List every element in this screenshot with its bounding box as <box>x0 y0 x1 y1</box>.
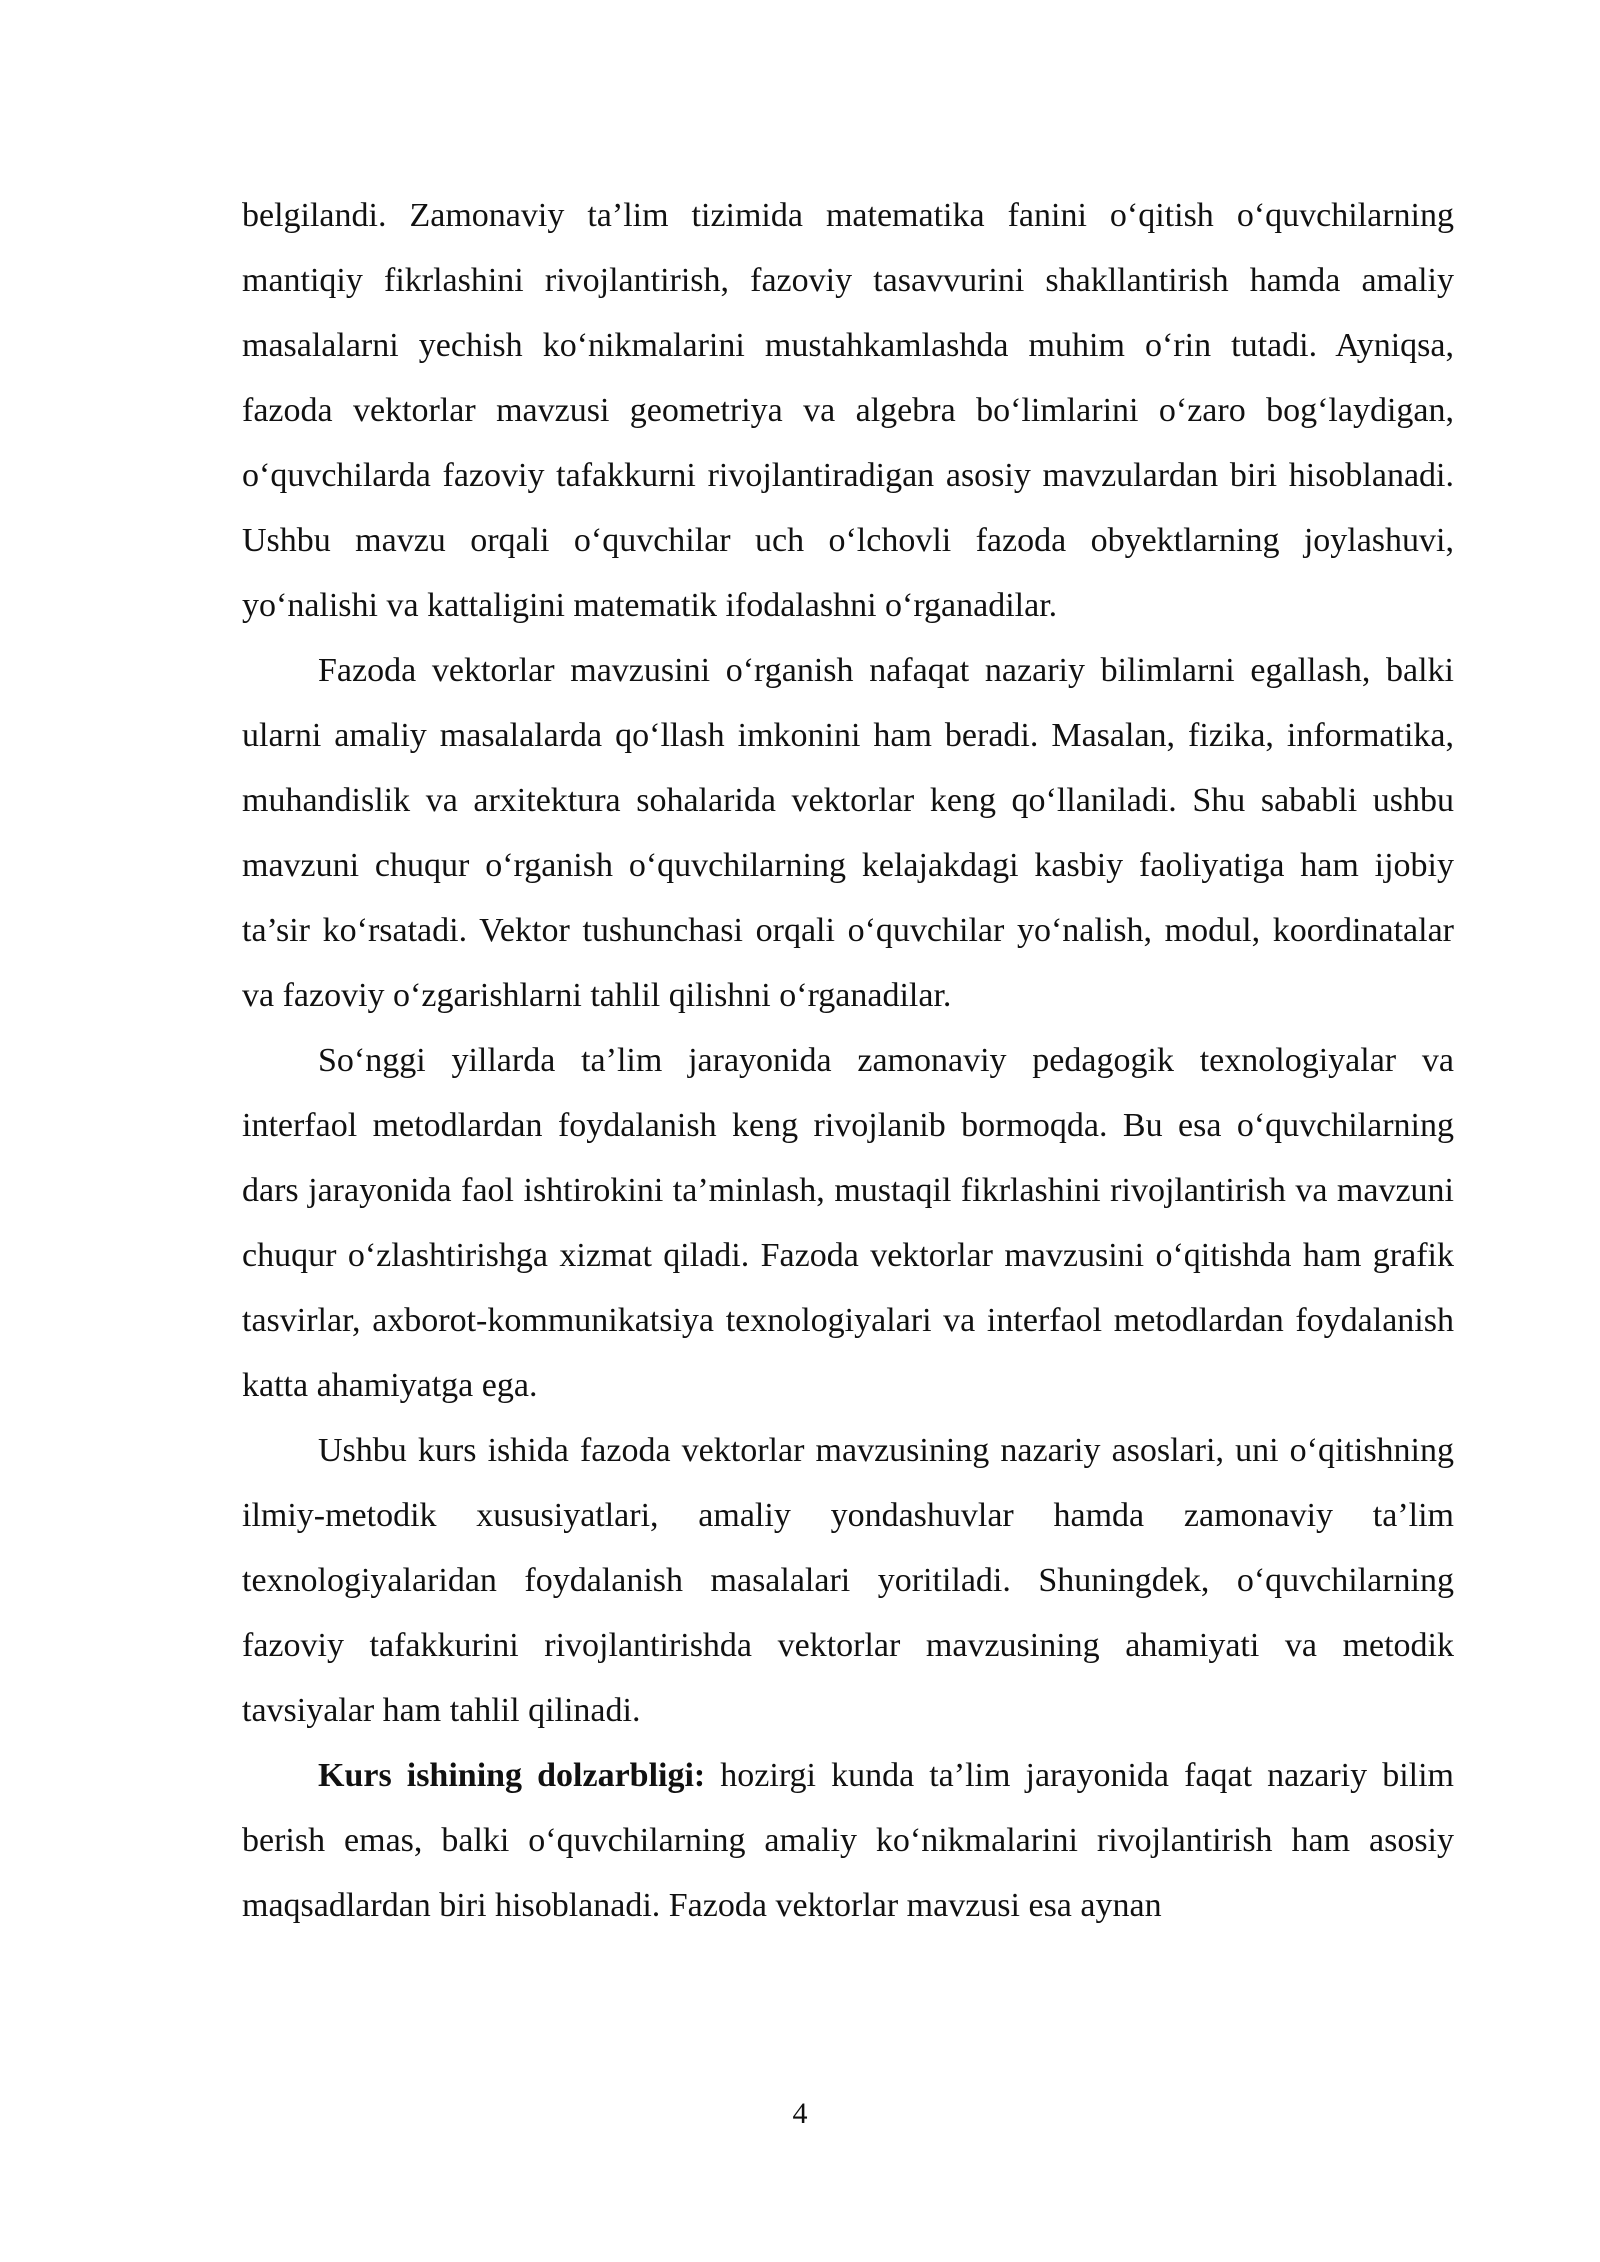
paragraph-text: Ushbu kurs ishida fazoda vektorlar mavzusining nazariy asoslari, uni o‘qitishning ilmiy-metodik xususiyatlari, amaliy yondashuvlar hamda zamonaviy ta’lim texnologiyalaridan foydalanish masalalari yoritiladi. Shuningdek, o‘quvchilarning fazoviy tafakkurini rivojlantirishda vektorlar mavzusining ahamiyati va metodik tavsiyalar ham tahlil qilinadi. <box>242 1432 1454 1729</box>
paragraph <box>242 638 1454 1028</box>
paragraph-text: Fazoda vektorlar mavzusini o‘rganish nafaqat nazariy bilimlarni egallash, balki ularni amaliy masalalarda qo‘llash imkonini ham beradi. Masalan, fizika, informatika, muhandislik va arxitektura sohalarida vektorlar keng qo‘llaniladi. Shu sababli ushbu mavzuni chuqur o‘rganish o‘quvchilarning kelajakdagi kasbiy faoliyatiga ham ijobiy ta’sir ko‘rsatadi. Vektor tushunchasi orqali o‘quvchilar yo‘nalish, modul, koordinatalar va fazoviy o‘zgarishlarni tahlil qilishni o‘rganadilar. <box>242 652 1454 1014</box>
body-text <box>242 183 1454 1938</box>
paragraph-text: belgilandi. Zamonaviy ta’lim tizimida matematika fanini o‘qitish o‘quvchilarning mantiqiy fikrlashini rivojlantirish, fazoviy tasavvurini shakllantirish hamda amaliy masalalarni yechish ko‘nikmalarini mustahkamlashda muhim o‘rin tutadi. Ayniqsa, fazoda vektorlar mavzusi geometriya va algebra bo‘limlarini o‘zaro bog‘laydigan, o‘quvchilarda fazoviy tafakkurni rivojlantiradigan asosiy mavzulardan biri hisoblanadi. Ushbu mavzu orqali o‘quvchilar uch o‘lchovli fazoda obyektlarning joylashuvi, yo‘nalishi va kattaligini matematik ifodalashni o‘rganadilar. <box>242 197 1454 624</box>
page-number: 4 <box>792 2097 808 2130</box>
paragraph-text: So‘nggi yillarda ta’lim jarayonida zamonaviy pedagogik texnologiyalar va interfaol metodlardan foydalanish keng rivojlanib bormoqda. Bu esa o‘quvchilarning dars jarayonida faol ishtirokini ta’minlash, mustaqil fikrlashini rivojlantirish va mavzuni chuqur o‘zlashtirishga xizmat qiladi. Fazoda vektorlar mavzusini o‘qitishda ham grafik tasvirlar, axborot-kommunikatsiya texnologiyalari va interfaol metodlardan foydalanish katta ahamiyatga ega. <box>242 1042 1454 1404</box>
paragraph-continuation <box>242 183 1454 638</box>
paragraph <box>242 1028 1454 1418</box>
paragraph-lead-heading: Kurs ishining dolzarbligi: <box>318 1757 706 1794</box>
paragraph <box>242 1418 1454 1743</box>
paragraph-text: hozirgi kunda ta’lim jarayonida faqat nazariy bilim berish emas, balki o‘quvchilarning amaliy ko‘nikmalarini rivojlantirish ham asosiy maqsadlardan biri hisoblanadi. Fazoda vektorlar mavzusi esa aynan <box>242 1757 1454 1924</box>
paragraph-relevance <box>242 1743 1454 1938</box>
